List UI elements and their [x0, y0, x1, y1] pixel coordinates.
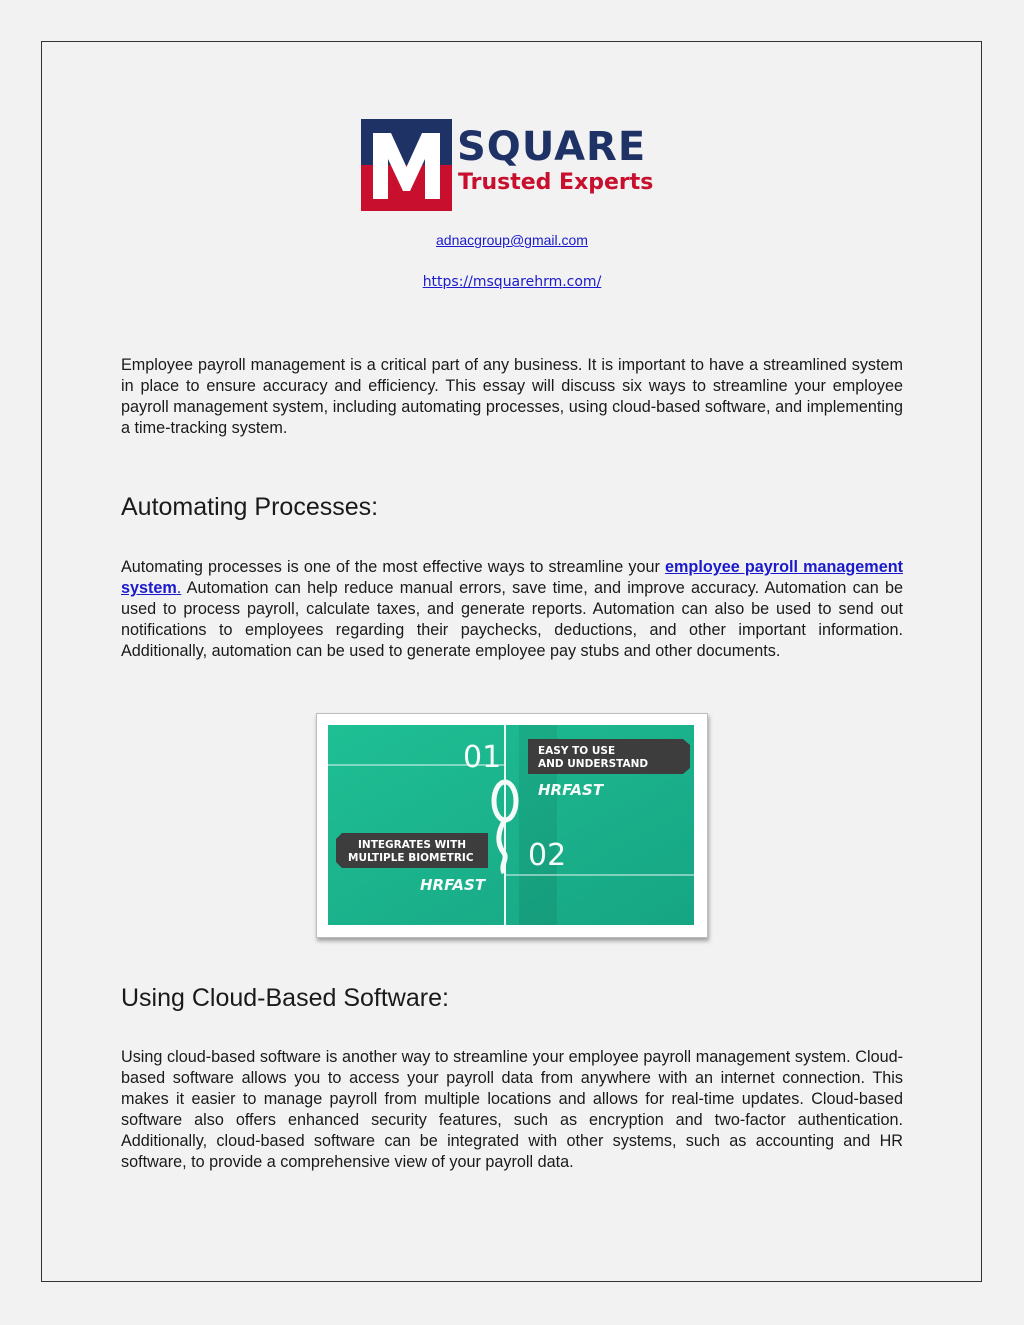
- hrfast-illustration: [328, 725, 694, 925]
- website-link[interactable]: https://msquarehrm.com/: [422, 274, 602, 290]
- automating-text-start: Automating processes is one of the most effective ways to streamline your: [121, 558, 666, 576]
- figure-number-01: 01: [463, 740, 502, 775]
- intro-paragraph: Employee payroll management is a critical part of any business. It is important to have a streamlined system in place to ensure accuracy and efficiency. This essay will discuss six ways to streamline your employee payroll management system, including automating processes, using cloud-based software, and implementing a time-tracking system.: [121, 356, 903, 437]
- figure-label-1-line1: EASY TO USE: [538, 745, 616, 757]
- figure-label-2-line1: INTEGRATES WITH: [358, 839, 467, 851]
- figure-brand-1: HRFAST: [538, 781, 604, 799]
- cloud-paragraph: Using cloud-based software is another way to streamline your employee payroll management system. Cloud-based software allows you to access your payroll data from anywhere with an internet connection. This makes it easier to manage payroll from multiple locations and allows for real-time updates. Cloud-based software also offers enhanced security features, such as encryption and two-factor authentication. Additionally, cloud-based software can be integrated with other systems, such as accounting and HR software, to provide a comprehensive view of your payroll data.: [121, 1048, 903, 1171]
- automating-text-end: Automation can help reduce manual errors, save time, and improve accuracy. Automation can be used to process payroll, calculate taxes, and generate reports. Automation can also be used to send out notifications to employees regarding their paychecks, deductions, and other important information. Additionally, automation can be used to generate employee pay stubs and other documents.: [121, 579, 903, 660]
- figure-number-02: 02: [528, 838, 567, 873]
- figure-label-1-line2: AND UNDERSTAND: [538, 758, 649, 770]
- company-logo: [361, 119, 661, 211]
- automating-paragraph: [121, 557, 903, 662]
- figure-brand-2: HRFAST: [420, 876, 486, 894]
- hrfast-feature-image: [316, 713, 708, 938]
- section-heading-automating: Automating Processes:: [121, 493, 379, 521]
- logo-tagline: Trusted Experts: [458, 170, 654, 195]
- link-period[interactable]: .: [176, 579, 182, 597]
- email-link[interactable]: adnacgroup@gmail.com: [436, 232, 588, 248]
- figure-label-2-line2: MULTIPLE BIOMETRIC: [348, 852, 474, 864]
- logo-wordmark: SQUARE: [457, 124, 647, 170]
- payroll-system-link[interactable]: employee payroll management system: [121, 558, 903, 597]
- section-heading-cloud: Using Cloud-Based Software:: [121, 984, 449, 1012]
- logo-mark-icon: [361, 119, 452, 211]
